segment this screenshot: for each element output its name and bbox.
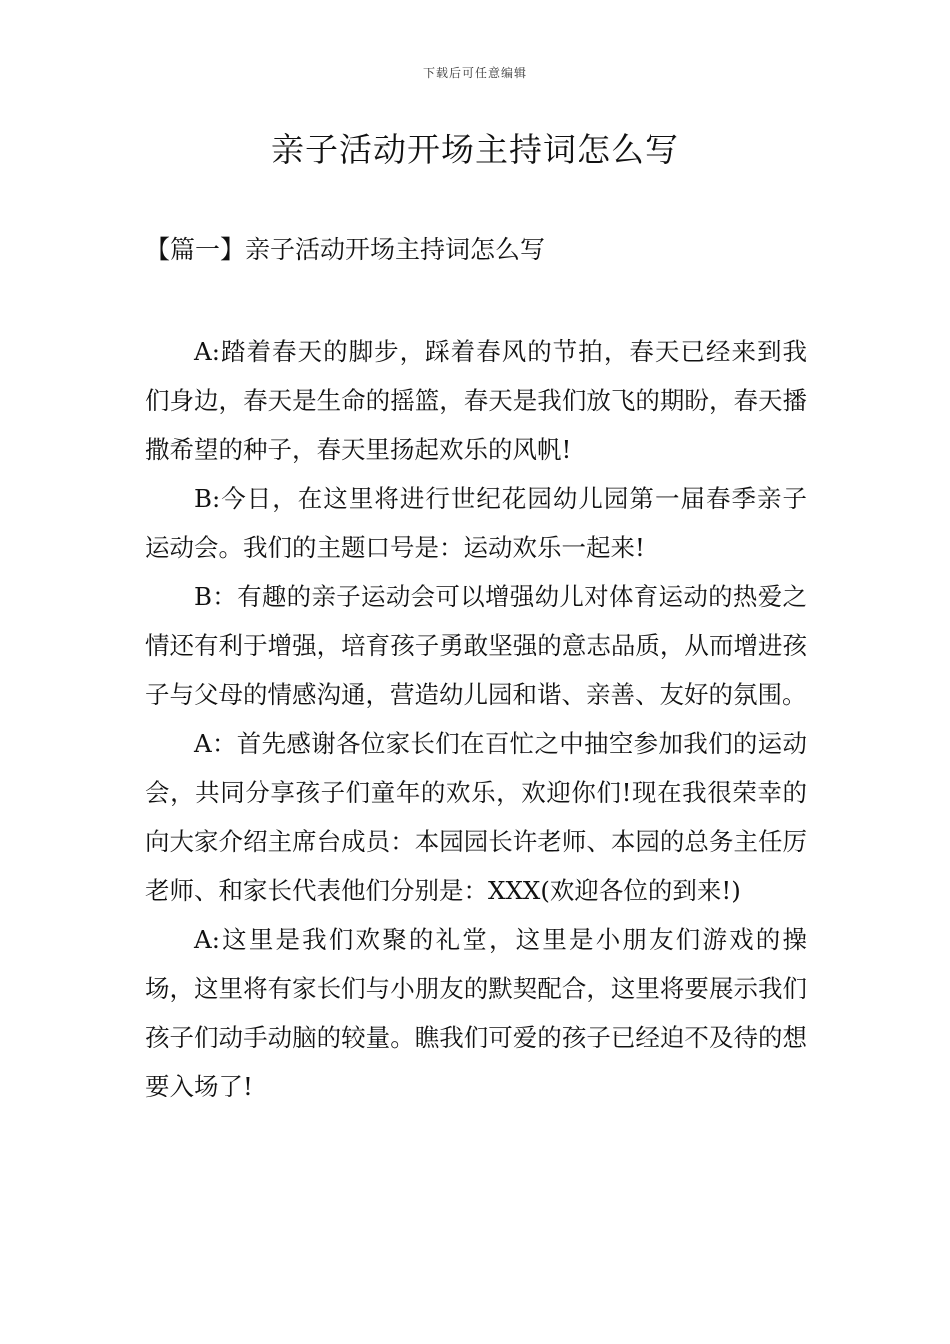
paragraph: A:这里是我们欢聚的礼堂，这里是小朋友们游戏的操场，这里将有家长们与小朋友的默契配合，这里将要展示我们孩子们动手动脑的较量。瞧我们可爱的孩子已经迫不及待的想要入场了! xyxy=(145,925,807,1101)
paragraph: A：首先感谢各位家长们在百忙之中抽空参加我们的运动会，共同分享孩子们童年的欢乐，欢迎你们!现在我很荣幸的向大家介绍主席台成员：本园园长许老师、本园的总务主任厉老师、和家长代表他们分别是：XXX(欢迎各位的到来!) xyxy=(145,729,807,905)
document-title: 亲子活动开场主持词怎么写 xyxy=(271,130,679,169)
header-note: 下载后可任意编辑 xyxy=(422,66,527,80)
section-heading: 【篇一】亲子活动开场主持词怎么写 xyxy=(145,235,546,264)
paragraph: A:踏着春天的脚步，踩着春风的节拍，春天已经来到我们身边，春天是生命的摇篮，春天是我们放飞的期盼，春天播撒希望的种子，春天里扬起欢乐的风帆! xyxy=(145,337,807,464)
paragraph: B:今日，在这里将进行世纪花园幼儿园第一届春季亲子运动会。我们的主题口号是：运动欢乐一起来! xyxy=(145,484,807,562)
paragraph: B：有趣的亲子运动会可以增强幼儿对体育运动的热爱之情还有利于增强，培育孩子勇敢坚强的意志品质，从而增进孩子与父母的情感沟通，营造幼儿园和谐、亲善、友好的氛围。 xyxy=(145,582,807,709)
document-body xyxy=(145,327,807,1111)
